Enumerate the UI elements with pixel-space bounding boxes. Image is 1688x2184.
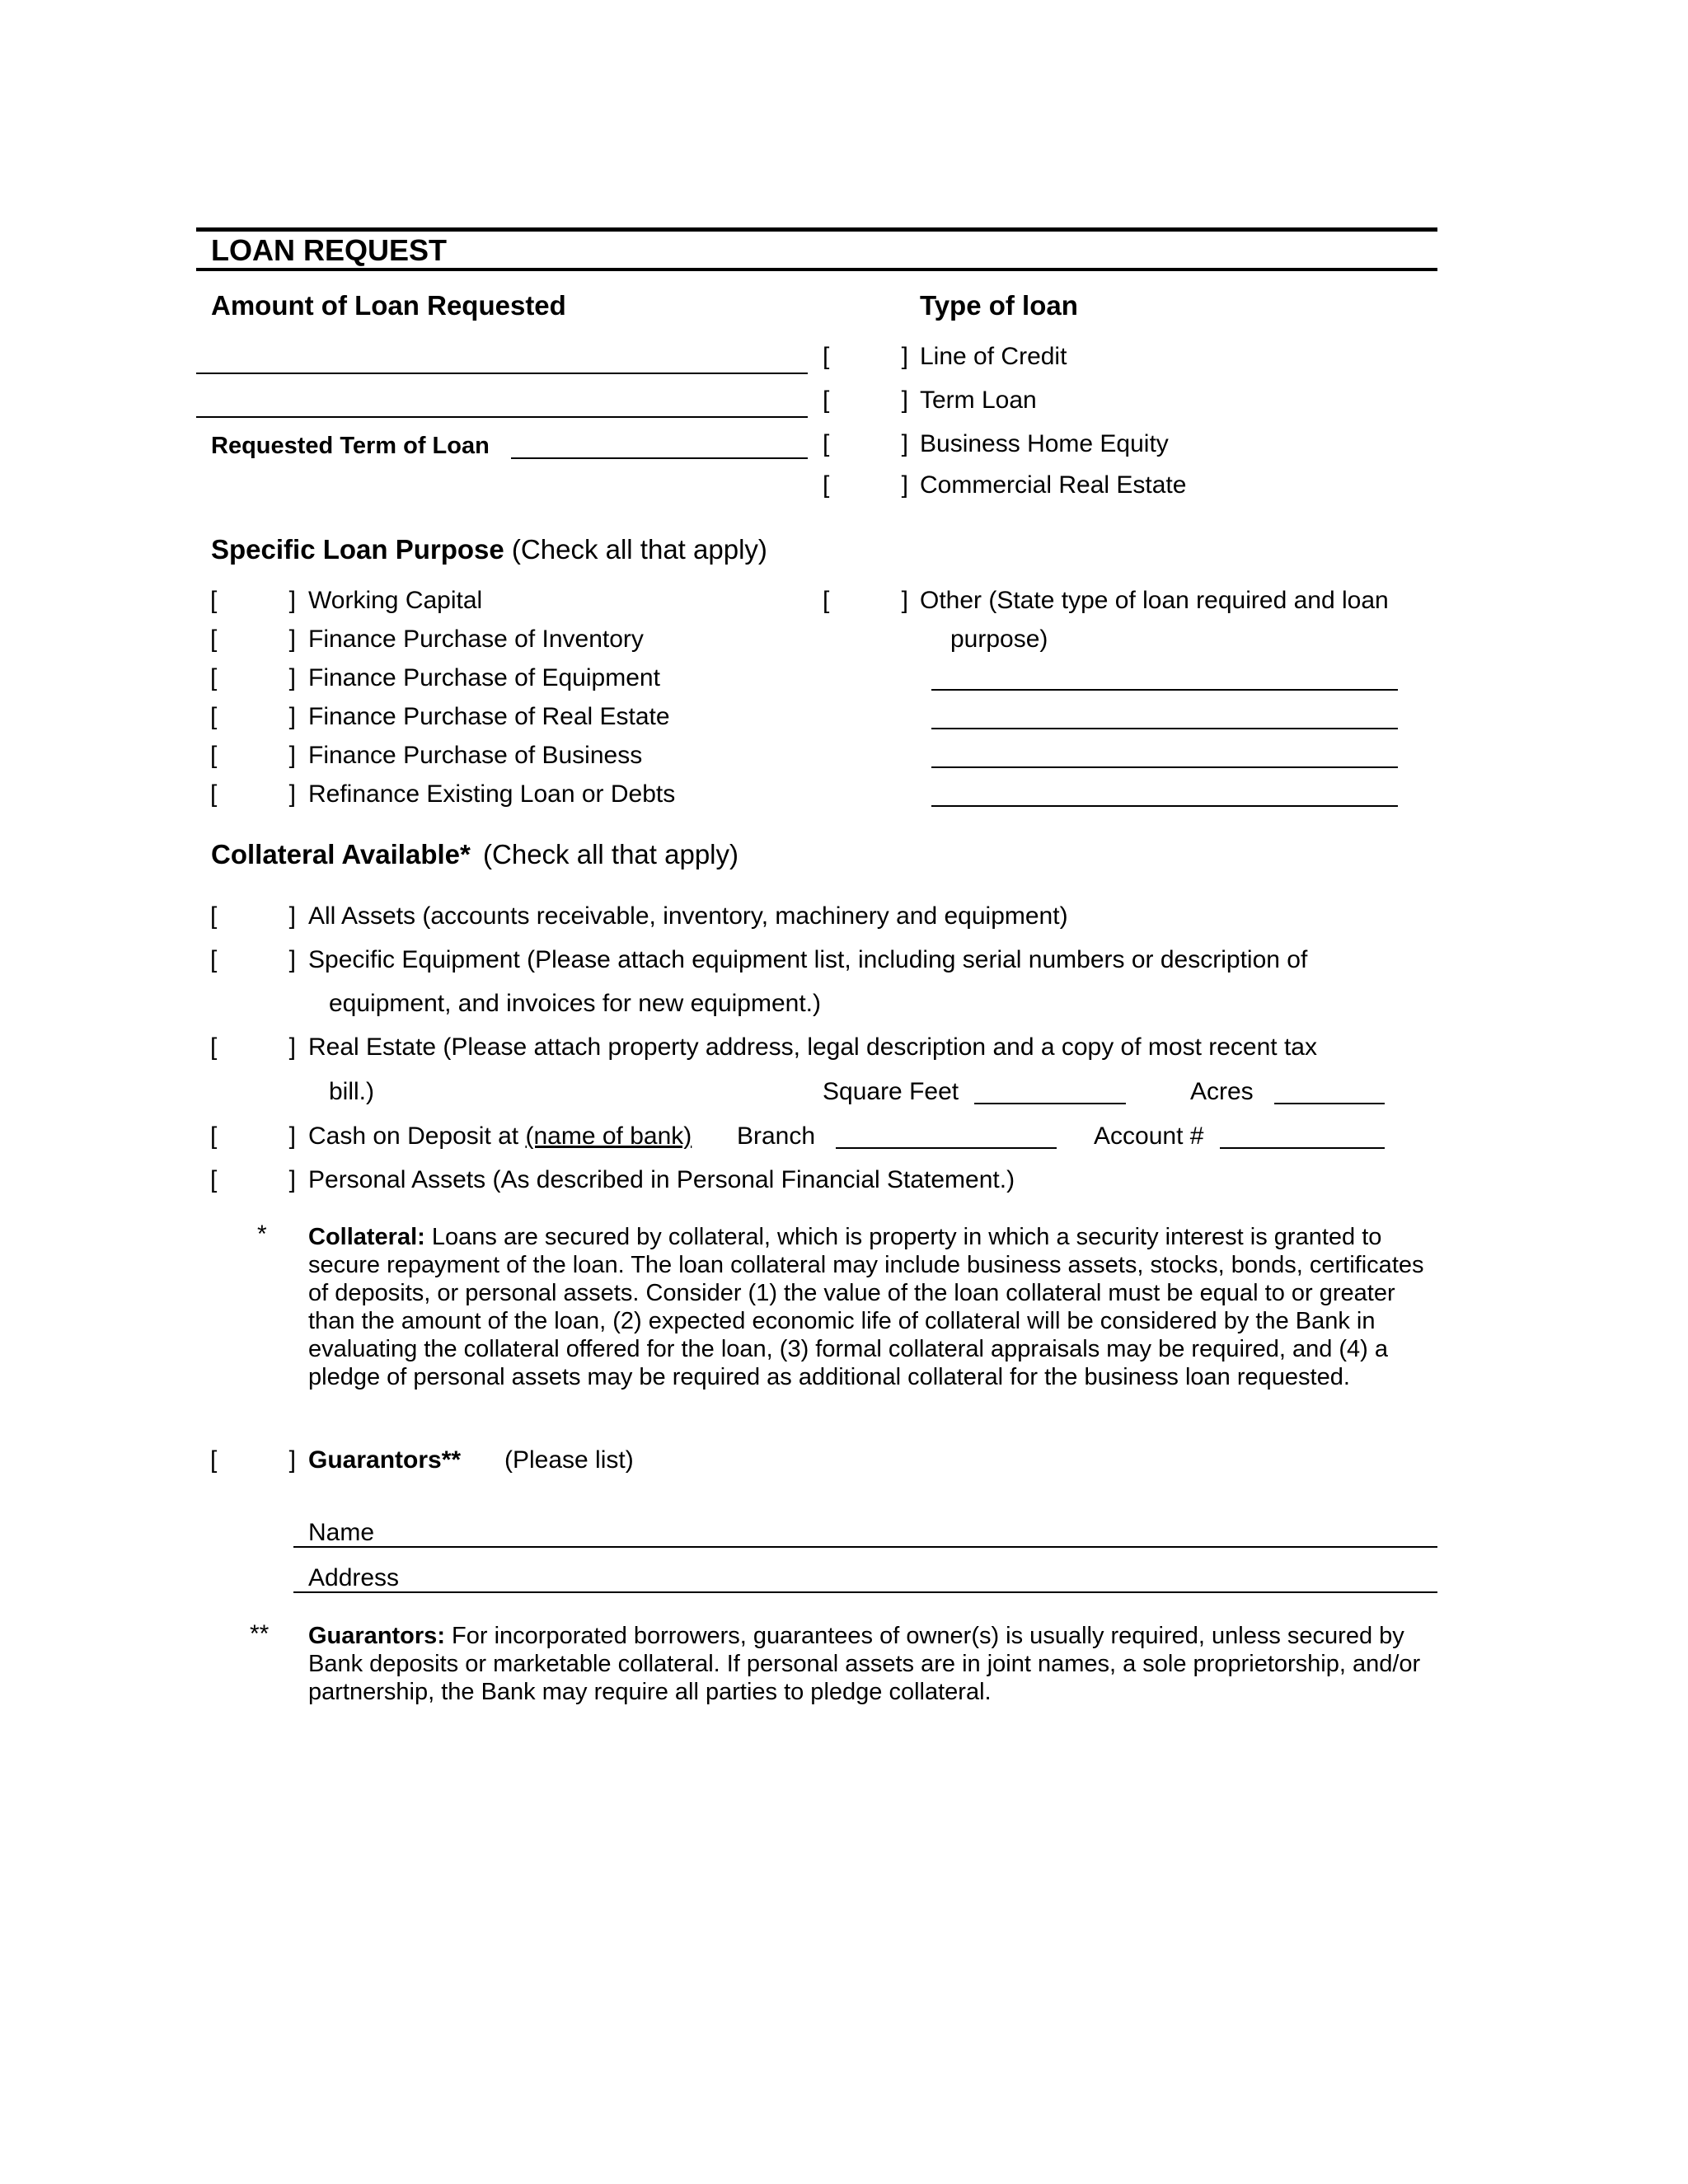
purpose-equipment-checkbox[interactable]: [ ] xyxy=(210,664,296,691)
collateral-all-assets-label: All Assets (accounts receivable, inventory, machinery and equipment) xyxy=(308,902,1068,930)
guarantors-note-mark: ** xyxy=(250,1620,270,1647)
collateral-heading-bold: Collateral Available* xyxy=(211,839,471,869)
collateral-note-bold: Collateral: xyxy=(308,1224,425,1250)
branch-field[interactable] xyxy=(836,1147,1057,1149)
purpose-real-estate-checkbox[interactable]: [ ] xyxy=(210,703,296,730)
acres-field[interactable] xyxy=(1274,1103,1385,1104)
purpose-heading xyxy=(211,534,767,565)
collateral-real-estate-label-cont: bill.) xyxy=(329,1078,375,1105)
collateral-cash-checkbox[interactable]: [ ] xyxy=(210,1122,296,1150)
collateral-personal-assets-checkbox[interactable]: [ ] xyxy=(210,1166,296,1193)
branch-label: Branch xyxy=(737,1122,816,1150)
guarantors-note xyxy=(308,1622,1431,1706)
type-commercial-real-estate-checkbox[interactable]: [ ] xyxy=(823,471,908,499)
purpose-refinance-label: Refinance Existing Loan or Debts xyxy=(308,780,676,808)
type-heading: Type of loan xyxy=(920,290,1078,321)
purpose-other-checkbox[interactable]: [ ] xyxy=(823,587,908,614)
top-rule xyxy=(196,227,1437,232)
type-business-home-equity-checkbox[interactable]: [ ] xyxy=(823,430,908,457)
guarantors-label: Guarantors** xyxy=(308,1446,462,1474)
purpose-business-checkbox[interactable]: [ ] xyxy=(210,742,296,769)
type-business-home-equity-label: Business Home Equity xyxy=(920,430,1169,457)
purpose-inventory-checkbox[interactable]: [ ] xyxy=(210,626,296,653)
collateral-equipment-checkbox[interactable]: [ ] xyxy=(210,946,296,973)
type-line-of-credit-label: Line of Credit xyxy=(920,343,1067,370)
purpose-other-line-4[interactable] xyxy=(931,805,1398,807)
purpose-other-line-2[interactable] xyxy=(931,728,1398,729)
amount-field-line-1[interactable] xyxy=(196,373,808,374)
purpose-heading-bold: Specific Loan Purpose xyxy=(211,534,504,565)
purpose-other-line-1[interactable] xyxy=(931,689,1398,691)
title-rule xyxy=(196,268,1437,271)
purpose-heading-normal: (Check all that apply) xyxy=(511,534,767,565)
collateral-note-mark: * xyxy=(257,1221,267,1248)
purpose-other-label: Other (State type of loan required and loan xyxy=(920,587,1389,614)
guarantors-list-hint: (Please list) xyxy=(504,1446,634,1474)
collateral-personal-assets-label: Personal Assets (As described in Personal Financial Statement.) xyxy=(308,1166,1015,1193)
type-term-loan-label: Term Loan xyxy=(920,387,1037,414)
purpose-inventory-label: Finance Purchase of Inventory xyxy=(308,626,644,653)
collateral-heading-normal: (Check all that apply) xyxy=(483,839,739,869)
purpose-other-label-cont: purpose) xyxy=(950,626,1048,653)
collateral-cash-label xyxy=(308,1122,692,1151)
purpose-business-label: Finance Purchase of Business xyxy=(308,742,643,769)
collateral-equipment-label: Specific Equipment (Please attach equipment list, including serial numbers or description of xyxy=(308,946,1308,973)
purpose-refinance-checkbox[interactable]: [ ] xyxy=(210,780,296,808)
purpose-other-line-3[interactable] xyxy=(931,766,1398,768)
collateral-all-assets-checkbox[interactable]: [ ] xyxy=(210,902,296,930)
square-feet-label: Square Feet xyxy=(823,1078,959,1105)
term-label: Requested Term of Loan xyxy=(211,433,490,459)
guarantor-address-field[interactable] xyxy=(293,1591,1437,1593)
type-line-of-credit-checkbox[interactable]: [ ] xyxy=(823,343,908,370)
purpose-equipment-label: Finance Purchase of Equipment xyxy=(308,664,660,691)
collateral-real-estate-label: Real Estate (Please attach property address, legal description and a copy of most recent tax xyxy=(308,1033,1317,1061)
amount-field-line-2[interactable] xyxy=(196,416,808,418)
guarantor-address-label: Address xyxy=(308,1564,400,1591)
account-field[interactable] xyxy=(1220,1147,1385,1149)
term-field[interactable] xyxy=(511,457,808,459)
purpose-working-capital-label: Working Capital xyxy=(308,587,483,614)
square-feet-field[interactable] xyxy=(974,1103,1126,1104)
type-commercial-real-estate-label: Commercial Real Estate xyxy=(920,471,1187,499)
collateral-heading xyxy=(211,839,738,870)
collateral-real-estate-checkbox[interactable]: [ ] xyxy=(210,1033,296,1061)
collateral-equipment-label-cont: equipment, and invoices for new equipment.) xyxy=(329,990,822,1017)
acres-label: Acres xyxy=(1190,1078,1254,1105)
guarantor-name-field[interactable] xyxy=(293,1546,1437,1548)
collateral-note xyxy=(308,1223,1424,1391)
guarantors-checkbox[interactable]: [ ] xyxy=(210,1446,296,1474)
guarantors-note-text: For incorporated borrowers, guarantees of owner(s) is usually required, unless secured by Bank deposits or marketable collateral. If personal assets are in joint names, a sole proprietorship, and/or partnership, the Bank may require all parties to pledge collateral. xyxy=(308,1623,1421,1705)
account-label: Account # xyxy=(1094,1122,1204,1150)
amount-heading: Amount of Loan Requested xyxy=(211,290,566,321)
cash-bank-name: (name of bank) xyxy=(525,1122,692,1150)
form-title: LOAN REQUEST xyxy=(211,233,448,267)
guarantors-note-bold: Guarantors: xyxy=(308,1623,445,1649)
type-term-loan-checkbox[interactable]: [ ] xyxy=(823,387,908,414)
collateral-note-text: Loans are secured by collateral, which is property in which a security interest is granted to secure repayment of the loan. The loan collateral may include business assets, stocks, bonds, certificates of deposits, or personal assets. Consider (1) the value of the loan collateral must be equal to or greater than the amount of the loan, (2) expected economic life of collateral will be considered by the Bank in evaluating the collateral offered for the loan, (3) formal collateral appraisals may be required, and (4) a pledge of personal assets may be required as additional collateral for the business loan requested. xyxy=(308,1224,1424,1390)
guarantor-name-label: Name xyxy=(308,1519,375,1546)
purpose-real-estate-label: Finance Purchase of Real Estate xyxy=(308,703,670,730)
cash-prefix: Cash on Deposit at xyxy=(308,1122,519,1150)
purpose-working-capital-checkbox[interactable]: [ ] xyxy=(210,587,296,614)
